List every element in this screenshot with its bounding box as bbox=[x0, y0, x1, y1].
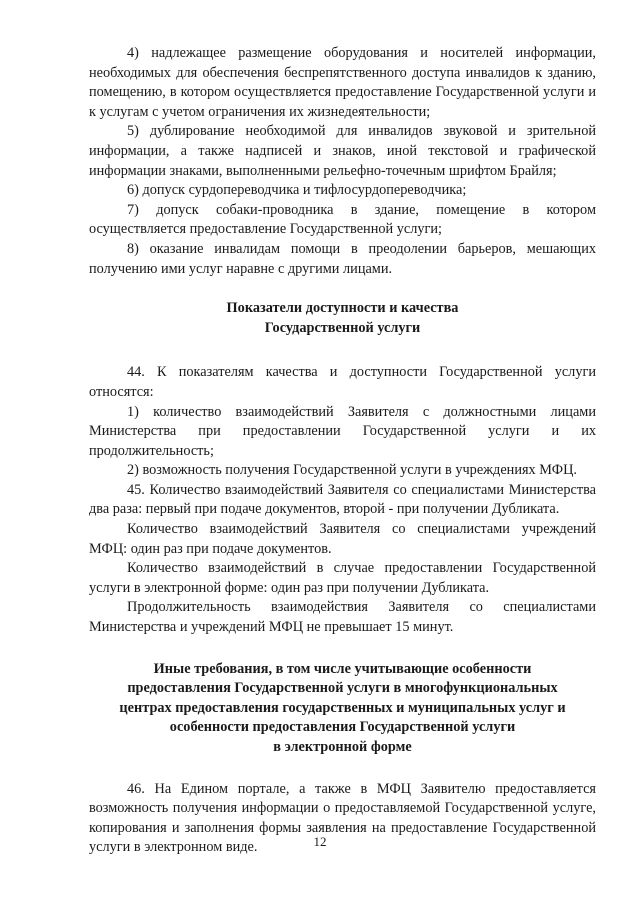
paragraph-44-item-2: 2) возможность получения Государственной услуги в учреждениях МФЦ. bbox=[127, 462, 577, 479]
list-item-6: 6) допуск сурдопереводчика и тифлосурдопереводчика; bbox=[127, 182, 467, 199]
list-item-8: 8) оказание инвалидам помощи в преодолении барьеров, мешающих получению ими услуг наравне с другими лицами. bbox=[89, 240, 596, 277]
heading-line: особенности предоставления Государственной услуги bbox=[169, 719, 516, 736]
paragraph-45-duration: Продолжительность взаимодействия Заявителя со специалистами Министерства и учреждений МФЦ не превышает 15 минут. bbox=[89, 599, 596, 636]
paragraph-44-item-1: 1) количество взаимодействий Заявителя с должностными лицами Министерства при предоставлении Государственной услуги и их продолжительность; bbox=[89, 403, 596, 459]
heading-line: Иные требования, в том числе учитывающие особенности bbox=[153, 660, 532, 677]
heading-line: предоставления Государственной услуги в многофункциональных bbox=[127, 680, 558, 697]
page-number: 12 bbox=[313, 834, 327, 849]
list-item-7: 7) допуск собаки-проводника в здание, помещение в котором осуществляется предоставление Государственной услуги; bbox=[89, 201, 596, 238]
paragraph-44: 44. К показателям качества и доступности Государственной услуги относятся: bbox=[89, 364, 596, 400]
list-item-4: 4) надлежащее размещение оборудования и носителей информации, необходимых для обеспечения беспрепятственного доступа инвалидов к зданию, помещению, в котором осуществляется предоставление Государственной услуги и к услугам с учетом ограничения их жизнедеятельности; bbox=[89, 45, 596, 120]
heading-line: Государственной услуги bbox=[264, 319, 421, 336]
heading-line: в электронной форме bbox=[273, 739, 412, 755]
heading-line: Показатели доступности и качества bbox=[226, 300, 459, 317]
section-heading-accessibility bbox=[89, 299, 596, 338]
paragraph-45: 45. Количество взаимодействий Заявителя со специалистами Министерства два раза: первый при подаче документов, второй - при получении Дубликата. bbox=[89, 481, 596, 518]
section-heading-other-requirements bbox=[89, 660, 596, 758]
spacer bbox=[89, 338, 596, 363]
spacer bbox=[89, 279, 596, 299]
spacer bbox=[89, 758, 596, 780]
list-item-5: 5) дублирование необходимой для инвалидов звуковой и зрительной информации, а также надписей и знаков, иной текстовой и графической информации знаками, выполненными рельефно-точечным шрифтом Брайля; bbox=[89, 123, 596, 179]
paragraph-45-electronic: Количество взаимодействий в случае предоставлении Государственной услуги в электронной форме: один раз при получении Дубликата. bbox=[89, 560, 596, 596]
document-body bbox=[89, 44, 596, 858]
heading-line: центрах предоставления государственных и муниципальных услуг и bbox=[119, 699, 566, 716]
spacer bbox=[89, 638, 596, 660]
paragraph-45-mfc: Количество взаимодействий Заявителя со специалистами учреждений МФЦ: один раз при подаче документов. bbox=[89, 521, 596, 557]
paragraph-46: 46. На Едином портале, а также в МФЦ Заявителю предоставляется возможность получения информации о предоставляемой Государственной услуге, копирования и заполнения формы заявления на предоставление Государственной услуги в электронном виде. bbox=[89, 780, 596, 856]
